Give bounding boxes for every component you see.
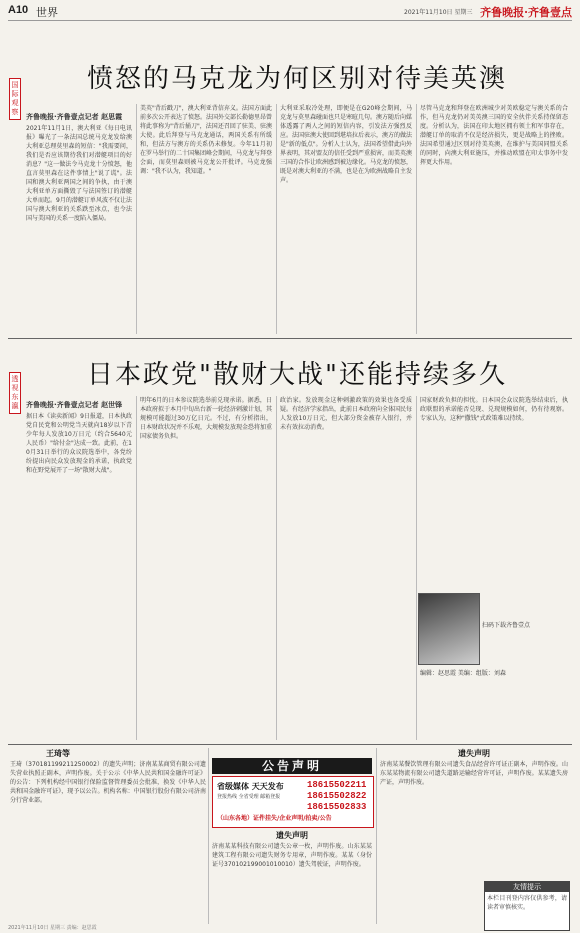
article2-headline: 日本政党"散财大战"还能持续多久	[87, 360, 507, 390]
article1-column-4: 尽管马克龙和拜登在欧洲城少对美欧稳定与澳关系的合作，但马克龙仍对美英澳三国的安全伙伴关系持保留态度。分析认为，法国在印太地区拥有领土和军事存在，潜艇订单的取消不仅是经济损失，更是战略上的挫败。法国希望通过区别对待美英澳，在维护与美国同盟关系的同时，向澳大利亚施压，并推动欧盟在印太事务中发挥更大作用。	[420, 105, 568, 166]
column-divider	[416, 104, 417, 334]
column-divider	[208, 748, 209, 924]
article2-column-4: 国家财政负担的担忧。日本国会众议院选举结束后，执政联盟的承诺能否兑现、兑现规模如何，仍有待观察。专家认为，这种"撒钱"式政策难以持续。	[420, 397, 568, 422]
friendly-reminder-box	[484, 881, 570, 931]
article2-column-3: 政治家。发放现金这种刺激政策的效果也备受质疑。有经济学家指出，此前日本政府向全体国民每人发放10万日元，但大部分资金被存入银行，并未有效拉动消费。	[280, 397, 412, 431]
page-number: A10	[8, 4, 29, 16]
ad-name: 省级媒体 天天发布	[217, 782, 284, 791]
photo-caption: 扫码下载齐鲁壹点	[482, 622, 531, 629]
newspaper-brand: 齐鲁晚报·齐鲁壹点	[480, 6, 572, 19]
ad-box	[212, 776, 374, 828]
classified-right-text: 济南某某餐饮管理有限公司遗失食品经营许可证正副本，声明作废。山东某某物流有限公司遗失道路运输经营许可证，声明作废。某某遗失房产证，声明作废。	[380, 761, 568, 786]
column-divider	[276, 104, 277, 334]
ad-subtext: 登报热线 全省受理 邮箱登报	[217, 794, 281, 800]
classified-left-heading: 王琦等	[46, 749, 70, 758]
article2-section-tag: 透视东瀛	[9, 372, 21, 414]
section-divider	[8, 744, 572, 745]
article1-column-3: 大利亚采取冷处理，即便是在G20峰会期间，马克龙与莫里森碰面也只是寒暄几句。澳方随后向媒体透露了两人之间的短信内容，引发法方强烈反应。法国驻澳大使回到堪培拉后表示，澳方的做法是"新的低点"。分析人士认为，法国希望借此向外界表明，其对盟友的信任受到严重损害，而美英澳三国的合作让欧洲感到被边缘化。马克龙的愤怒，既是对澳大利亚的不满，也是在为欧洲战略自主发声。	[280, 105, 412, 184]
classified-left-text: 王琦（370181199211250002）的遗失声明；济南某某商贸有限公司遗失营业执照正副本，声明作废。关于公示《中华人民共和国金融许可证》的公告：下列机构经中国银行保险监督管理委员会批准，换发《中华人民共和国金融许可证》，现予以公告。机构名称：中国银行股份有限公司济南分行营业部。	[10, 761, 206, 804]
qr-code-image	[418, 593, 480, 665]
footer-meta: 2021年11月10日 星期三 责编：赵思霞	[8, 925, 97, 931]
ad-service-list: （山东各地）证件挂失/企业声明/拍卖/公告	[217, 815, 332, 822]
article2-byline: 齐鲁晚报·齐鲁壹点记者 赵世锋	[26, 401, 123, 409]
page-header	[8, 4, 572, 21]
issue-date: 2021年11月10日 星期三	[404, 9, 473, 16]
column-divider	[416, 396, 417, 740]
section-name: 世界	[36, 6, 58, 19]
column-divider	[136, 396, 137, 740]
classified-mid-text: 济南某某科技有限公司遗失公章一枚，声明作废。山东某某建筑工程有限公司遗失财务专用章，声明作废。某某（身份证号370102199001010010）遗失驾驶证，声明作废。	[212, 843, 372, 868]
article1-section-tag: 国际观察	[9, 78, 21, 120]
article2-column-1: 据日本《读卖新闻》9日报道，日本执政党自民党和公明党当天就向18岁以下青少年每人发放10万日元（约合5640元人民币）"给付金"达成一致。此前，在10月31日举行的众议院选举中，各党纷纷提出向民众发放现金的承诺，执政党和在野党展开了一场"散财大战"。	[26, 413, 132, 474]
classified-mid-heading: 遗失声明	[276, 831, 308, 840]
section-divider	[8, 338, 572, 339]
notice-title: 公告声明	[212, 758, 372, 774]
friendly-reminder-text: 本栏目刊登内容仅供参考，请读者审慎核实。	[487, 895, 567, 911]
column-divider	[276, 396, 277, 740]
article1-byline: 齐鲁晚报·齐鲁壹点记者 赵思霞	[26, 113, 123, 121]
column-divider	[376, 748, 377, 924]
classified-right-heading: 遗失声明	[458, 749, 490, 758]
editor-credit: 编辑：赵思霞 美编：组版：刘森	[420, 670, 506, 677]
column-divider	[136, 104, 137, 334]
friendly-reminder-title: 友情提示	[485, 882, 569, 892]
article2-column-2: 明年6月的日本参议院选举前兑现承诺。据悉，日本政府拟于本月中旬出台新一轮经济刺激计划，其规模可能超过30万亿日元。不过，有分析指出，日本财政状况并不乐观，大规模发放现金恐将加重国家债务负担。	[140, 397, 272, 440]
article1-headline: 愤怒的马克龙为何区别对待美英澳	[86, 64, 507, 94]
ad-phone-numbers: 18615502211 18615502822 18615502833	[307, 780, 367, 812]
article1-column-1: 2021年11月1日，澳大利亚《每日电讯报》曝光了一条法国总统马克龙发给澳大利亚总理莫里森的短信："我需要问，我们是否应该期待我们对潜艇项目的好消息？"这一做法令马克龙十分愤怒，他直言莫里森在这件事情上"说了谎"。法国和澳大利亚两国之间的争执，由于澳大利亚单方面撕毁了与法国签订的潜艇大单而起。9月的潜艇订单风波不仅让法国与澳大利亚的关系跌至冰点，也令法国与美国的关系一度陷入僵局。	[26, 125, 132, 222]
article1-column-2: 美英"背后戳刀"，澳大利亚背信弃义。法国方面此前多次公开表达了愤怒。法国外交部长勒德里昂曾将此事称为"背后捅刀"，法国还召回了驻美、驻澳大使。此后拜登与马克龙通话，两国关系有所缓和，但法方与澳方的关系仍未修复。今年11月初在罗马举行的二十国集团峰会期间，马克龙与拜登会面，而莫里森则被马克龙公开批评。马克龙强调："我不认为，我知道。"	[140, 105, 272, 175]
